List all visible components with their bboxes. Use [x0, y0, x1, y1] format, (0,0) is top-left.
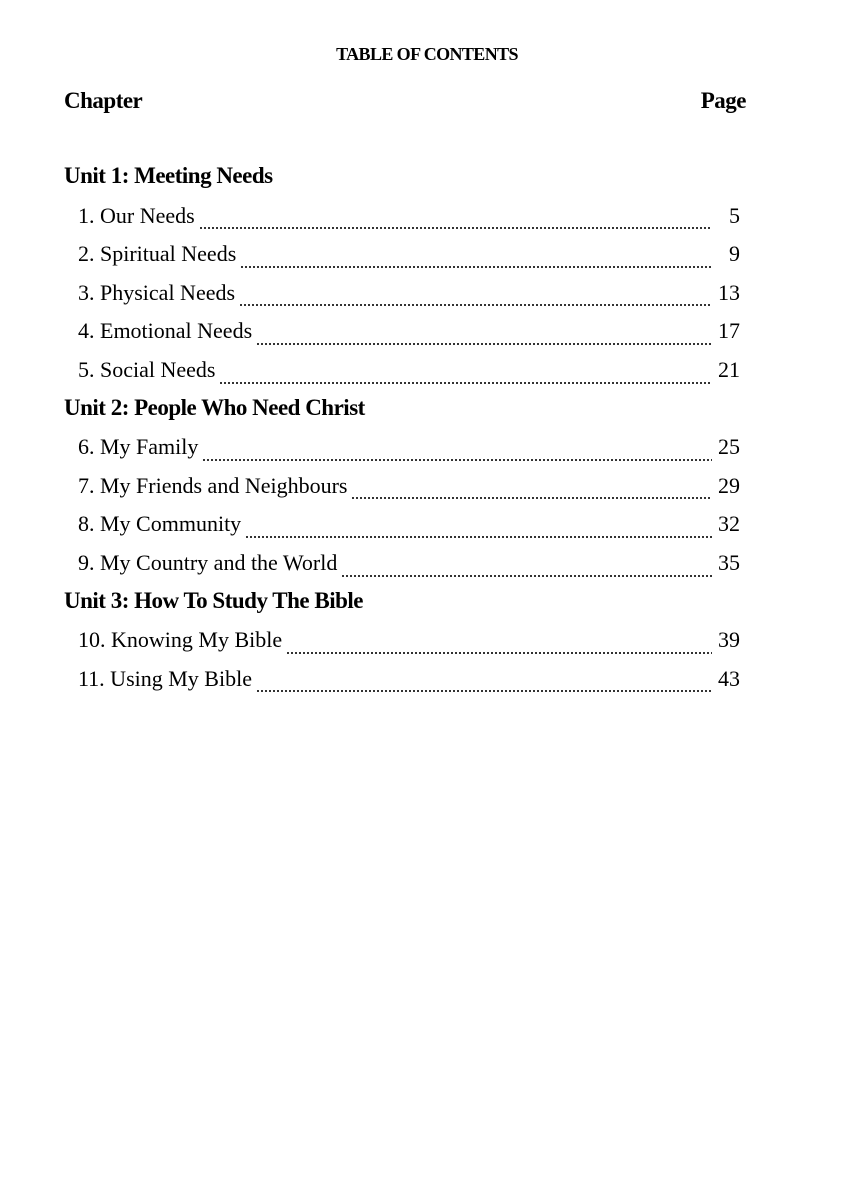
unit-heading: Unit 2: People Who Need Christ — [64, 394, 365, 420]
toc-entry — [64, 235, 740, 274]
entry-title: 8. My Community — [78, 511, 242, 537]
entry-title: 7. My Friends and Neighbours — [78, 472, 348, 498]
dot-leader — [199, 227, 712, 229]
toc-entry — [64, 660, 740, 699]
toc-entry — [64, 197, 740, 236]
entry-title: 4. Emotional Needs — [78, 318, 253, 344]
dot-leader — [245, 536, 712, 538]
entry-page-number: 35 — [718, 549, 740, 575]
table-of-contents — [64, 158, 740, 698]
entry-page-number: 17 — [718, 318, 740, 344]
dot-leader — [239, 304, 712, 306]
dot-leader — [240, 266, 712, 268]
toc-entry — [64, 312, 740, 351]
entry-page-number: 43 — [718, 665, 740, 691]
dot-leader — [351, 497, 712, 499]
entry-title: 3. Physical Needs — [78, 279, 236, 305]
entry-title: 9. My Country and the World — [78, 549, 338, 575]
entry-title: 11. Using My Bible — [78, 665, 252, 691]
dot-leader — [341, 575, 712, 577]
entry-page-number: 13 — [718, 279, 740, 305]
dot-leader — [219, 382, 712, 384]
dot-leader — [202, 459, 712, 461]
dot-leader — [256, 690, 712, 692]
entry-title: 2. Spiritual Needs — [78, 241, 237, 267]
page-title: TABLE OF CONTENTS — [336, 44, 518, 64]
toc-entry — [64, 505, 740, 544]
toc-entry — [64, 544, 740, 583]
toc-entry — [64, 428, 740, 467]
unit-heading: Unit 3: How To Study The Bible — [64, 587, 364, 613]
entry-page-number: 39 — [718, 627, 740, 653]
entry-page-number: 5 — [729, 202, 740, 228]
entry-page-number: 32 — [718, 511, 740, 537]
entry-page-number: 9 — [729, 241, 740, 267]
page-column-header: Page — [700, 88, 746, 113]
entry-title: 1. Our Needs — [78, 202, 195, 228]
dot-leader — [286, 652, 712, 654]
entry-page-number: 25 — [718, 434, 740, 460]
entry-page-number: 21 — [718, 356, 740, 382]
unit-heading: Unit 1: Meeting Needs — [64, 163, 273, 188]
entry-title: 6. My Family — [78, 434, 199, 460]
toc-entry — [64, 274, 740, 313]
entry-title: 10. Knowing My Bible — [78, 627, 283, 653]
toc-entry — [64, 467, 740, 506]
toc-entry — [64, 351, 740, 390]
toc-entry — [64, 621, 740, 660]
entry-page-number: 29 — [718, 472, 740, 498]
chapter-column-header: Chapter — [64, 88, 143, 113]
dot-leader — [256, 343, 712, 345]
entry-title: 5. Social Needs — [78, 356, 216, 382]
